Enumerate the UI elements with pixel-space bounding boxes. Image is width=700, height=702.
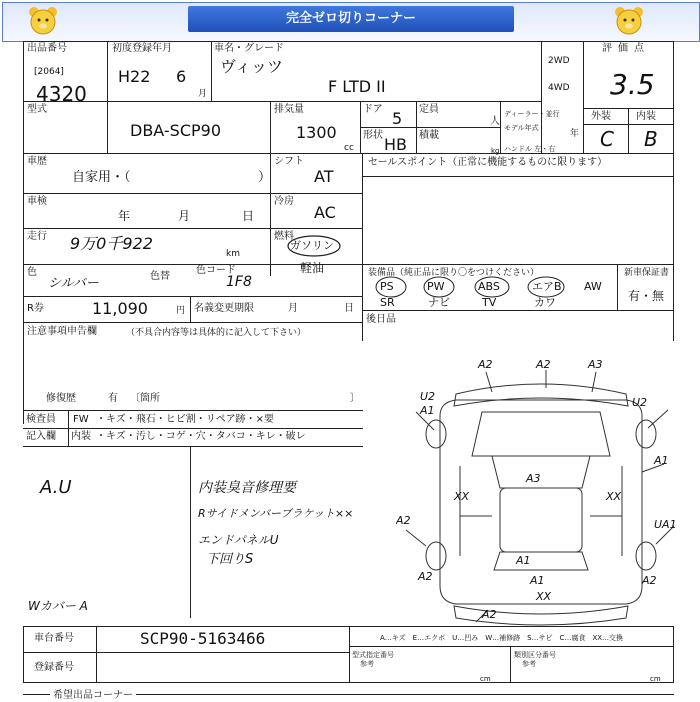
color-change-label: 色替 bbox=[150, 271, 170, 282]
inspection-label: 車検 bbox=[27, 196, 47, 207]
score-exterior-label: 外装 bbox=[591, 111, 611, 122]
shape-label: 形状 bbox=[363, 130, 383, 141]
bear-mascot-left-icon bbox=[26, 4, 60, 38]
displacement-label: 排気量 bbox=[274, 104, 304, 115]
fuel-label: 燃料 bbox=[274, 231, 294, 242]
load-unit: kg bbox=[491, 147, 500, 155]
class-number-label: 類別区分番号 bbox=[514, 651, 556, 659]
usage-value: 自家用・（ bbox=[72, 170, 131, 185]
bear-mascot-right-icon bbox=[612, 4, 646, 38]
mileage-unit: km bbox=[226, 249, 240, 259]
repair-history-label: 修復歴 bbox=[46, 393, 76, 404]
new-warranty-label: 新車保証書 bbox=[624, 268, 670, 278]
mileage-value: 9万0千922 bbox=[70, 234, 153, 253]
mark-a2-bottom: A2 bbox=[482, 608, 497, 621]
diagram-legend: A…キズ E…エクボ U…凹み W…補修跡 S…サビ C…腐食 XX…交換 bbox=[380, 634, 624, 642]
displacement-unit: cc bbox=[344, 143, 354, 153]
color-code-label: 色コード bbox=[196, 265, 236, 276]
inspection-day-unit: 日 bbox=[242, 209, 255, 223]
name-change-day: 日 bbox=[344, 303, 354, 314]
mark-a3-roof: A3 bbox=[526, 472, 541, 485]
recycle-unit: 円 bbox=[176, 306, 186, 316]
inspection-month-unit: 月 bbox=[178, 209, 191, 223]
equip-tv: TV bbox=[482, 296, 497, 309]
mark-a2-left: A2 bbox=[396, 514, 411, 527]
score-interior-label: 内装 bbox=[636, 111, 656, 122]
equip-sr: SR bbox=[380, 296, 395, 309]
shift-label: シフト bbox=[274, 156, 304, 167]
mark-a1-right: A1 bbox=[654, 454, 669, 467]
header-title: 完全ゼロ切りコーナー bbox=[188, 6, 514, 32]
plate-label: 登録番号 bbox=[34, 662, 74, 673]
mark-a1-rear: A1 bbox=[516, 554, 531, 567]
recycle-label: R券 bbox=[27, 303, 44, 314]
lot-label: 出品番号 bbox=[27, 43, 67, 54]
score-label: 評価点 bbox=[602, 43, 650, 54]
notes-sub: （不具合内容等は具体的に記入して下さい） bbox=[126, 328, 307, 338]
handwritten-right-1: 内装臭音修理要 bbox=[198, 480, 296, 496]
inspector-row1: ・キズ・飛石・ヒビ割・リペア跡・×要 bbox=[96, 414, 274, 425]
displacement-value: 1300 bbox=[296, 123, 337, 142]
equip-pw: PW bbox=[427, 280, 445, 293]
notes-label: 注意事項申告欄 bbox=[27, 326, 97, 337]
repair-part: 〔箇所 bbox=[130, 393, 160, 404]
mark-front-3: A3 bbox=[588, 358, 603, 371]
equip-leather: カワ bbox=[534, 296, 556, 309]
equip-navi: ナビ bbox=[428, 296, 450, 309]
dealer-year-unit: 年 bbox=[570, 129, 580, 139]
inspection-year-unit: 年 bbox=[118, 209, 131, 223]
later-items-label: 後日品 bbox=[366, 314, 396, 325]
registration-month: 6 bbox=[176, 67, 187, 86]
new-warranty-value: 有・無 bbox=[628, 289, 665, 303]
mark-xx-rear: XX bbox=[536, 590, 552, 603]
mark-xx-left: XX bbox=[454, 490, 470, 503]
lot-number: 4320 bbox=[36, 82, 87, 106]
car-name: ヴィッツ bbox=[220, 57, 284, 76]
lot-ref: [2064] bbox=[34, 67, 64, 77]
capacity-unit: 人 bbox=[490, 116, 500, 127]
sheet-border-right bbox=[673, 41, 674, 341]
mark-u2-right: U2 bbox=[632, 396, 648, 409]
handwritten-right-3: エンドパネルU bbox=[198, 533, 279, 547]
inspector-label-1: 検査員 bbox=[26, 414, 56, 425]
equip-ps: PS bbox=[380, 280, 394, 293]
chassis-value: SCP90-5163466 bbox=[140, 629, 266, 648]
mark-front-2: A2 bbox=[536, 358, 551, 371]
mark-u2-left: U2 bbox=[420, 390, 436, 403]
model-value: DBA-SCP90 bbox=[130, 121, 221, 140]
equip-abs: ABS bbox=[478, 280, 500, 293]
footer-label: 希望出品コーナー bbox=[50, 690, 136, 702]
handwritten-right-2: Rサイドメンバーブラケット×× bbox=[198, 507, 354, 520]
score-exterior: C bbox=[600, 127, 614, 151]
color-code: 1F8 bbox=[226, 274, 252, 290]
drive-4wd: 4WD bbox=[548, 83, 570, 93]
color-value: シルバー bbox=[48, 276, 99, 291]
fuel-value: ガソリン bbox=[290, 239, 334, 252]
cm-unit-1: cm bbox=[480, 675, 491, 683]
chassis-label: 車台番号 bbox=[34, 633, 74, 644]
mark-a1-hatch: A1 bbox=[530, 574, 545, 587]
usage-label: 車歴 bbox=[27, 156, 47, 167]
ac-value: AC bbox=[314, 203, 336, 222]
mileage-label: 走行 bbox=[27, 231, 47, 242]
shape-value: HB bbox=[384, 135, 408, 154]
car-damage-diagram bbox=[396, 356, 688, 626]
sheet-border-top bbox=[23, 41, 674, 42]
dealer-handle: ハンドル 左・右 bbox=[504, 145, 556, 153]
class-number-ref: 参考 bbox=[522, 660, 536, 668]
score-value: 3.5 bbox=[610, 68, 655, 101]
mark-a1-left: A1 bbox=[420, 404, 435, 417]
doors-value: 5 bbox=[392, 109, 403, 128]
ac-label: 冷房 bbox=[274, 196, 294, 207]
car-name-label: 車名・グレード bbox=[214, 43, 284, 54]
mark-front-1: A2 bbox=[478, 358, 493, 371]
repair-has: 有 bbox=[108, 393, 118, 404]
equipment-circle-marks bbox=[370, 274, 610, 300]
recycle-value: 11,090 bbox=[92, 299, 148, 318]
dealer-label: ディーラー・並行 bbox=[504, 110, 560, 118]
registration-year: H22 bbox=[118, 67, 151, 86]
fuel-circle-mark-icon bbox=[284, 232, 348, 258]
registration-label: 初度登録年月 bbox=[112, 43, 172, 54]
name-change-month: 月 bbox=[288, 303, 298, 314]
cm-unit-2: cm bbox=[650, 675, 661, 683]
name-change-label: 名義変更期限 bbox=[194, 303, 254, 314]
drive-2wd: 2WD bbox=[548, 56, 570, 66]
handwritten-left-2: Wカバー A bbox=[28, 599, 88, 613]
usage-paren: ） bbox=[258, 170, 272, 185]
equip-aw: AW bbox=[584, 280, 602, 293]
model-label: 型式 bbox=[27, 104, 47, 115]
capacity-label: 定員 bbox=[419, 104, 439, 115]
doors-label: ドア bbox=[363, 104, 383, 115]
mark-a2-rear-right: A2 bbox=[642, 574, 657, 587]
inspector-row2-head: 内装 bbox=[71, 431, 91, 442]
fuel-alt: 軽油 bbox=[300, 261, 325, 275]
inspector-row1-head: FW bbox=[73, 414, 89, 425]
dealer-model-year: モデル年式 bbox=[504, 124, 539, 132]
handwritten-right-4: 下回りS bbox=[206, 552, 254, 567]
score-interior: B bbox=[644, 127, 658, 151]
mark-a2-rear-left: A2 bbox=[418, 570, 433, 583]
sheet-border-left bbox=[23, 41, 24, 424]
mark-ua1-right: UA1 bbox=[654, 518, 677, 531]
type-designation-ref: 参考 bbox=[360, 660, 374, 668]
repair-close: 〕 bbox=[350, 393, 360, 404]
handwritten-left-1: A.U bbox=[40, 477, 72, 498]
equipment-label: 装備品（純正品に限り〇をつけください） bbox=[368, 268, 540, 278]
equip-airbag: エアB bbox=[532, 280, 562, 293]
color-label: 色 bbox=[27, 267, 37, 278]
inspector-label-2: 記入欄 bbox=[26, 431, 56, 442]
car-grade: F LTD II bbox=[328, 77, 386, 96]
shift-value: AT bbox=[314, 167, 334, 186]
load-label: 積載 bbox=[419, 130, 439, 141]
mark-xx-right: XX bbox=[606, 490, 622, 503]
registration-month-unit: 月 bbox=[198, 89, 208, 99]
type-designation-label: 型式指定番号 bbox=[352, 651, 394, 659]
sales-points-label: セールスポイント（正常に機能するものに限ります） bbox=[368, 157, 608, 168]
inspector-row2: ・キズ・汚し・コゲ・穴・タバコ・キレ・破レ bbox=[96, 431, 306, 442]
